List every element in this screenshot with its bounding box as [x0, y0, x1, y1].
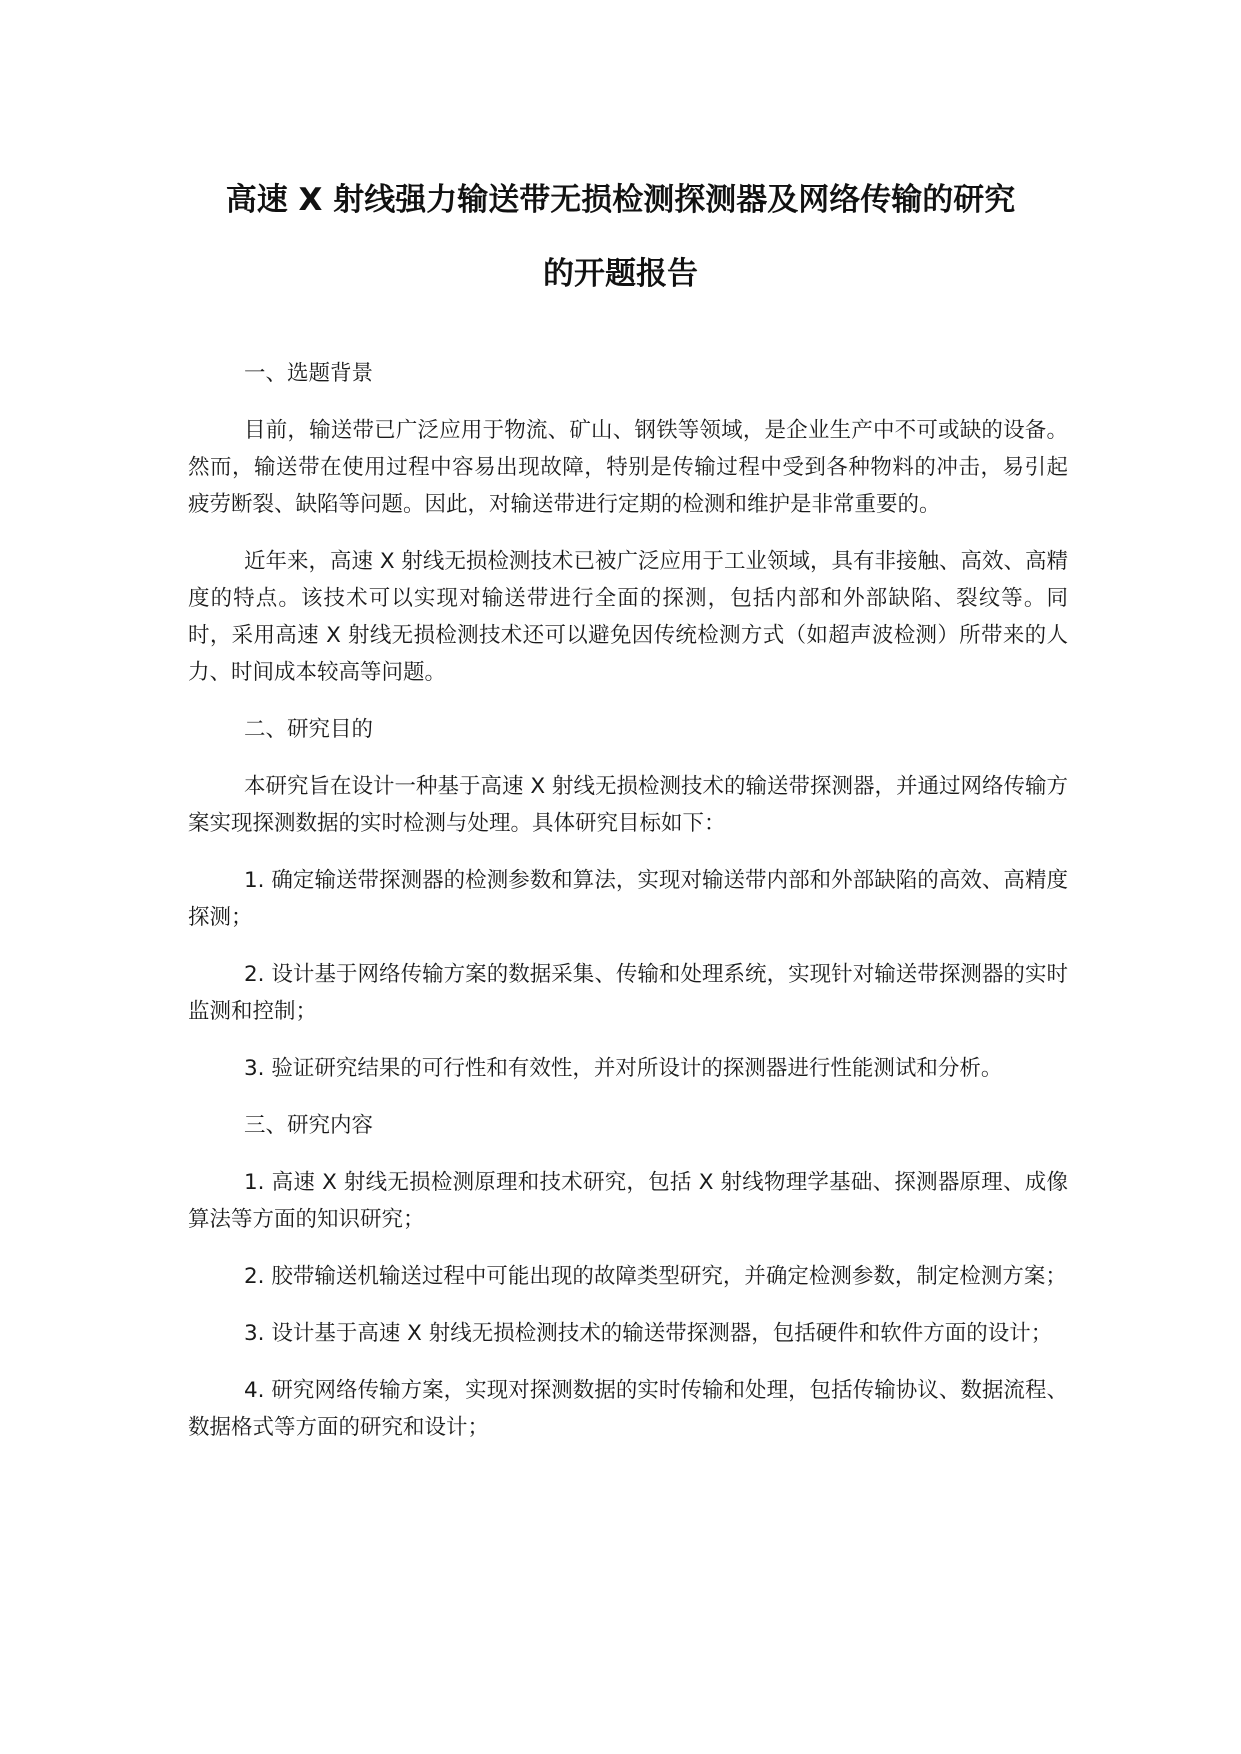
content-item-1: 1. 高速 X 射线无损检测原理和技术研究，包括 X 射线物理学基础、探测器原理、成像算法等方面的知识研究； [188, 1170, 1068, 1232]
content-item-2: 2. 胶带输送机输送过程中可能出现的故障类型研究，并确定检测参数，制定检测方案； [244, 1264, 1067, 1289]
section-heading-objectives: 二、研究目的 [244, 717, 374, 742]
paragraph-objectives-intro: 本研究旨在设计一种基于高速 X 射线无损检测技术的输送带探测器，并通过网络传输方案实现探测数据的实时检测与处理。具体研究目标如下： [188, 774, 1068, 836]
objective-item-1: 1. 确定输送带探测器的检测参数和算法，实现对输送带内部和外部缺陷的高效、高精度探测； [188, 868, 1068, 930]
objective-item-2: 2. 设计基于网络传输方案的数据采集、传输和处理系统，实现针对输送带探测器的实时监测和控制； [188, 962, 1068, 1024]
section-heading-content: 三、研究内容 [244, 1113, 374, 1138]
document-title-line-1: 高速 X 射线强力输送带无损检测探测器及网络传输的研究 [225, 182, 1016, 218]
content-item-3: 3. 设计基于高速 X 射线无损检测技术的输送带探测器，包括硬件和软件方面的设计； [244, 1321, 1053, 1346]
paragraph-background-1: 目前，输送带已广泛应用于物流、矿山、钢铁等领域，是企业生产中不可或缺的设备。然而，输送带在使用过程中容易出现故障，特别是传输过程中受到各种物料的冲击，易引起疲劳断裂、缺陷等问题。因此，对输送带进行定期的检测和维护是非常重要的。 [188, 418, 1068, 517]
section-heading-background: 一、选题背景 [244, 361, 374, 386]
objective-item-3: 3. 验证研究结果的可行性和有效性，并对所设计的探测器进行性能测试和分析。 [244, 1056, 1003, 1081]
paragraph-background-2: 近年来，高速 X 射线无损检测技术已被广泛应用于工业领域，具有非接触、高效、高精度的特点。该技术可以实现对输送带进行全面的探测，包括内部和外部缺陷、裂纹等。同时，采用高速 X 射线无损检测技术还可以避免因传统检测方式（如超声波检测）所带来的人力、时间成本较高等问题。 [188, 549, 1068, 685]
content-item-4: 4. 研究网络传输方案，实现对探测数据的实时传输和处理，包括传输协议、数据流程、数据格式等方面的研究和设计； [188, 1378, 1068, 1440]
document-title-line-2: 的开题报告 [543, 256, 698, 292]
document-body [188, 355, 1068, 1466]
